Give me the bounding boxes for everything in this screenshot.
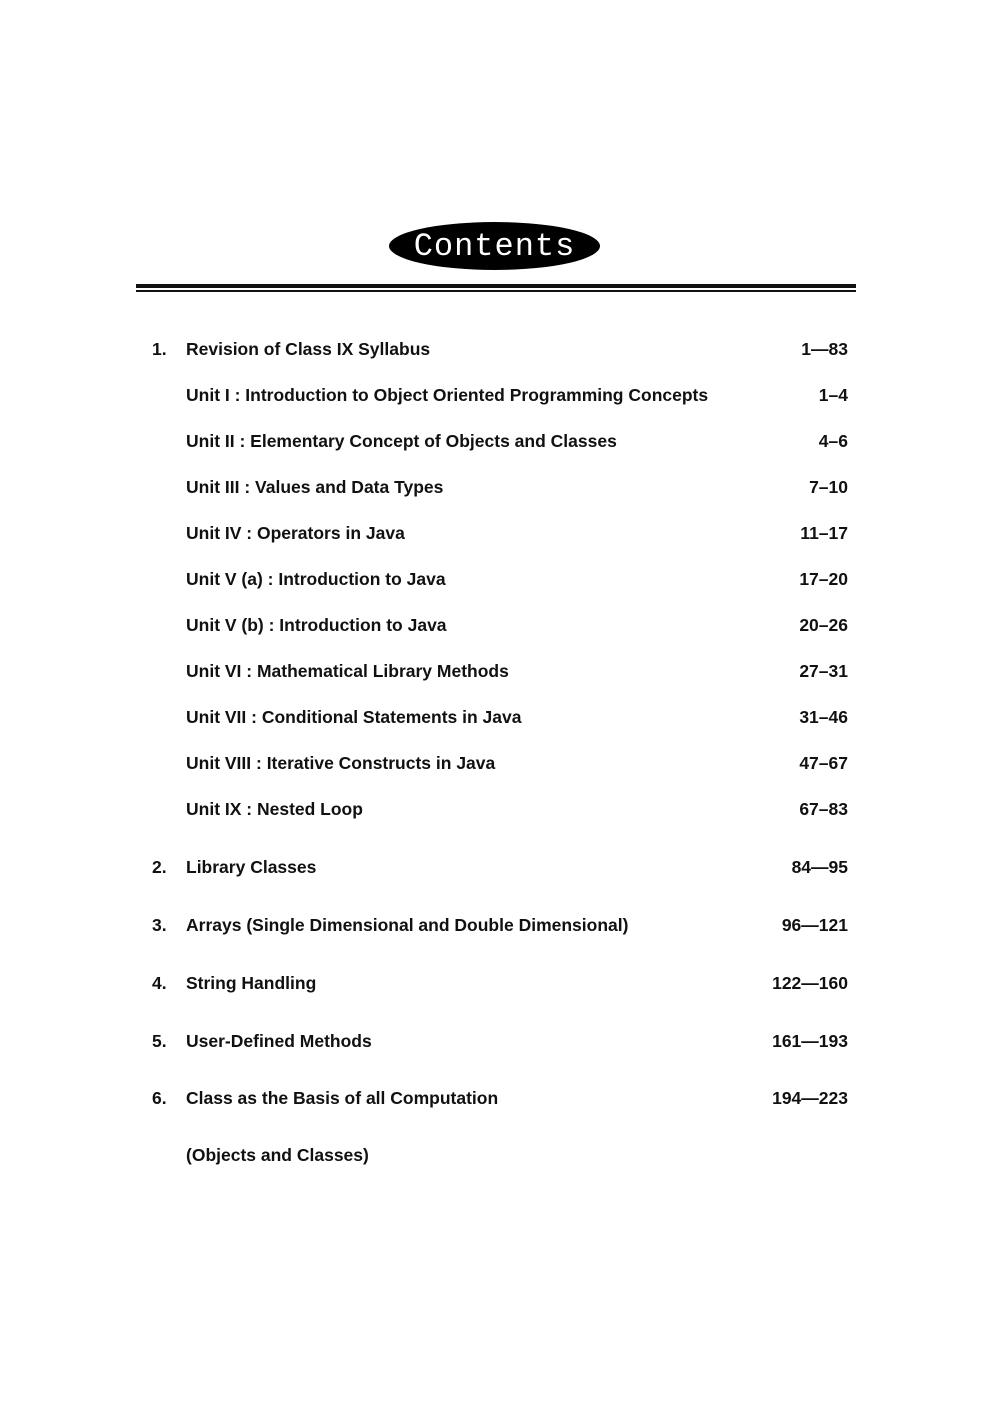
toc-entry-title: Unit VI : Mathematical Library Methods [186,661,509,681]
toc-entry-pages: 47–67 [799,753,848,773]
toc-entry-title: Revision of Class IX Syllabus [186,339,431,359]
title-divider-thin [136,290,856,292]
toc-subentry [0,383,992,407]
toc-entry-number: 6. [152,1088,167,1108]
title-divider-thick [136,284,856,288]
toc-entry [0,971,992,995]
contents-title-badge [389,222,600,270]
toc-subentry [0,475,992,499]
toc-entry-title: Library Classes [186,857,317,877]
toc-entry-title: String Handling [186,973,317,993]
toc-subentry [0,705,992,729]
toc-subentry [0,1143,992,1167]
toc-entry-pages: 31–46 [799,707,848,727]
toc-subentry [0,567,992,591]
toc-entry-title: Unit IX : Nested Loop [186,799,363,819]
toc-entry-pages: 11–17 [800,523,848,543]
toc-entry-pages: 7–10 [809,477,848,497]
toc-entry-title: Unit VIII : Iterative Constructs in Java [186,753,496,773]
toc-entry-number: 5. [152,1031,167,1051]
toc-entry-pages: 96—121 [781,915,848,935]
toc-entry-title: Unit V (a) : Introduction to Java [186,569,446,589]
toc-entry-title: Unit V (b) : Introduction to Java [186,615,447,635]
toc-subentry [0,659,992,683]
toc-entry-pages: 27–31 [799,661,848,681]
toc-entry-pages: 84—95 [791,857,848,877]
toc-entry-pages: 1–4 [818,385,848,405]
toc-entry-pages: 194—223 [772,1088,848,1108]
toc-entry-title: (Objects and Classes) [186,1145,369,1165]
toc-entry [0,1029,992,1053]
toc-entry-title: Unit I : Introduction to Object Oriented Programming Concepts [186,385,709,405]
toc-entry [0,1086,992,1110]
toc-entry-pages: 4–6 [818,431,848,451]
toc-subentry [0,751,992,775]
toc-entry-number: 2. [152,857,167,877]
toc-entry-pages: 67–83 [799,799,848,819]
toc-entry-title: Class as the Basis of all Computation [186,1088,499,1108]
toc-subentry [0,613,992,637]
toc-entry [0,855,992,879]
toc-entry-title: User-Defined Methods [186,1031,372,1051]
toc-entry-pages: 161—193 [772,1031,848,1051]
toc-entry-title: Unit VII : Conditional Statements in Java [186,707,522,727]
toc-entry [0,913,992,937]
toc-entry-pages: 17–20 [799,569,848,589]
page-title: Contents [413,228,576,265]
toc-entry-number: 4. [152,973,167,993]
toc-entry-title: Arrays (Single Dimensional and Double Dimensional) [186,915,629,935]
toc-entry-pages: 20–26 [799,615,848,635]
toc-entry-pages: 1—83 [801,339,848,359]
toc-entry-number: 1. [152,339,167,359]
toc-entry-title: Unit III : Values and Data Types [186,477,444,497]
toc-entry-pages: 122—160 [772,973,848,993]
toc-subentry [0,521,992,545]
toc-subentry [0,797,992,821]
toc-entry-title: Unit IV : Operators in Java [186,523,405,543]
toc-subentry [0,429,992,453]
toc-entry-number: 3. [152,915,167,935]
toc-entry [0,337,992,361]
toc-entry-title: Unit II : Elementary Concept of Objects and Classes [186,431,617,451]
